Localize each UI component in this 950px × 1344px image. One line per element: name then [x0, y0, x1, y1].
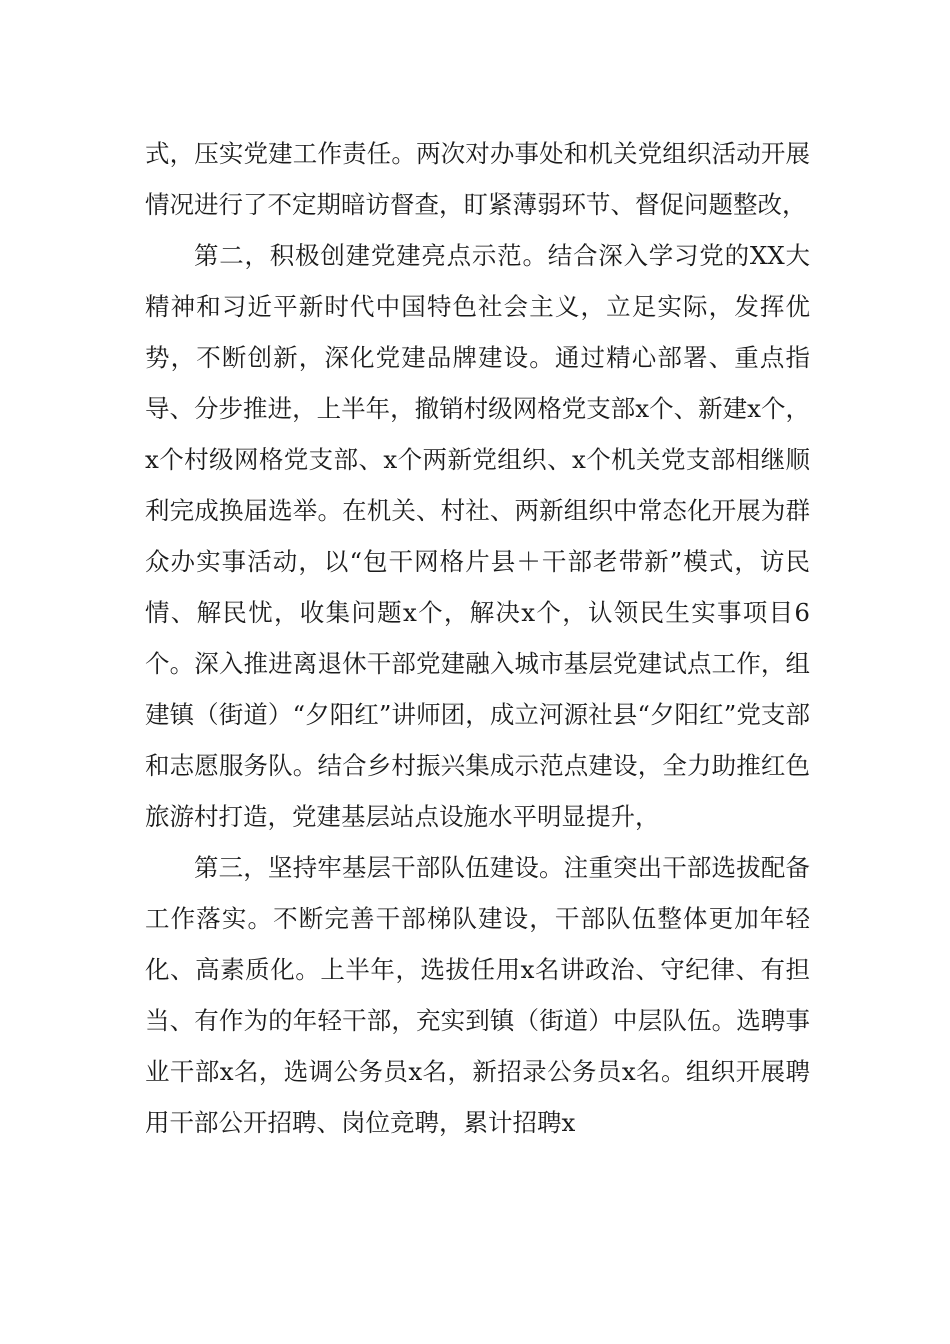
document-body: [145, 128, 810, 1148]
paragraph-2: 第二，积极创建党建亮点示范。结合深入学习党的XX大精神和习近平新时代中国特色社会主义，立足实际，发挥优势，不断创新，深化党建品牌建设。通过精心部署、重点指导、分步推进，上半年，撤销村级网格党支部x个、新建x个，x个村级网格党支部、x个两新党组织、x个机关党支部相继顺利完成换届选举。在机关、村社、两新组织中常态化开展为群众办实事活动，以“包干网格片县＋干部老带新”模式，访民情、解民忧，收集问题x个，解决x个，认领民生实事项目6个。深入推进离退休干部党建融入城市基层党建试点工作，组建镇（街道）“夕阳红”讲师团，成立河源社县“夕阳红”党支部和志愿服务队。结合乡村振兴集成示范点建设，全力助推红色旅游村打造，党建基层站点设施水平明显提升，: [145, 241, 810, 831]
paragraph-1: 式，压实党建工作责任。两次对办事处和机关党组织活动开展情况进行了不定期暗访督查，盯紧薄弱环节、督促问题整改，: [145, 139, 810, 219]
paragraph-3: 第三，坚持牢基层干部队伍建设。注重突出干部选拔配备工作落实。不断完善干部梯队建设，干部队伍整体更加年轻化、高素质化。上半年，选拔任用x名讲政治、守纪律、有担当、有作为的年轻干部，充实到镇（街道）中层队伍。选聘事业干部x名，选调公务员x名，新招录公务员x名。组织开展聘用干部公开招聘、岗位竞聘，累计招聘x: [145, 853, 810, 1137]
